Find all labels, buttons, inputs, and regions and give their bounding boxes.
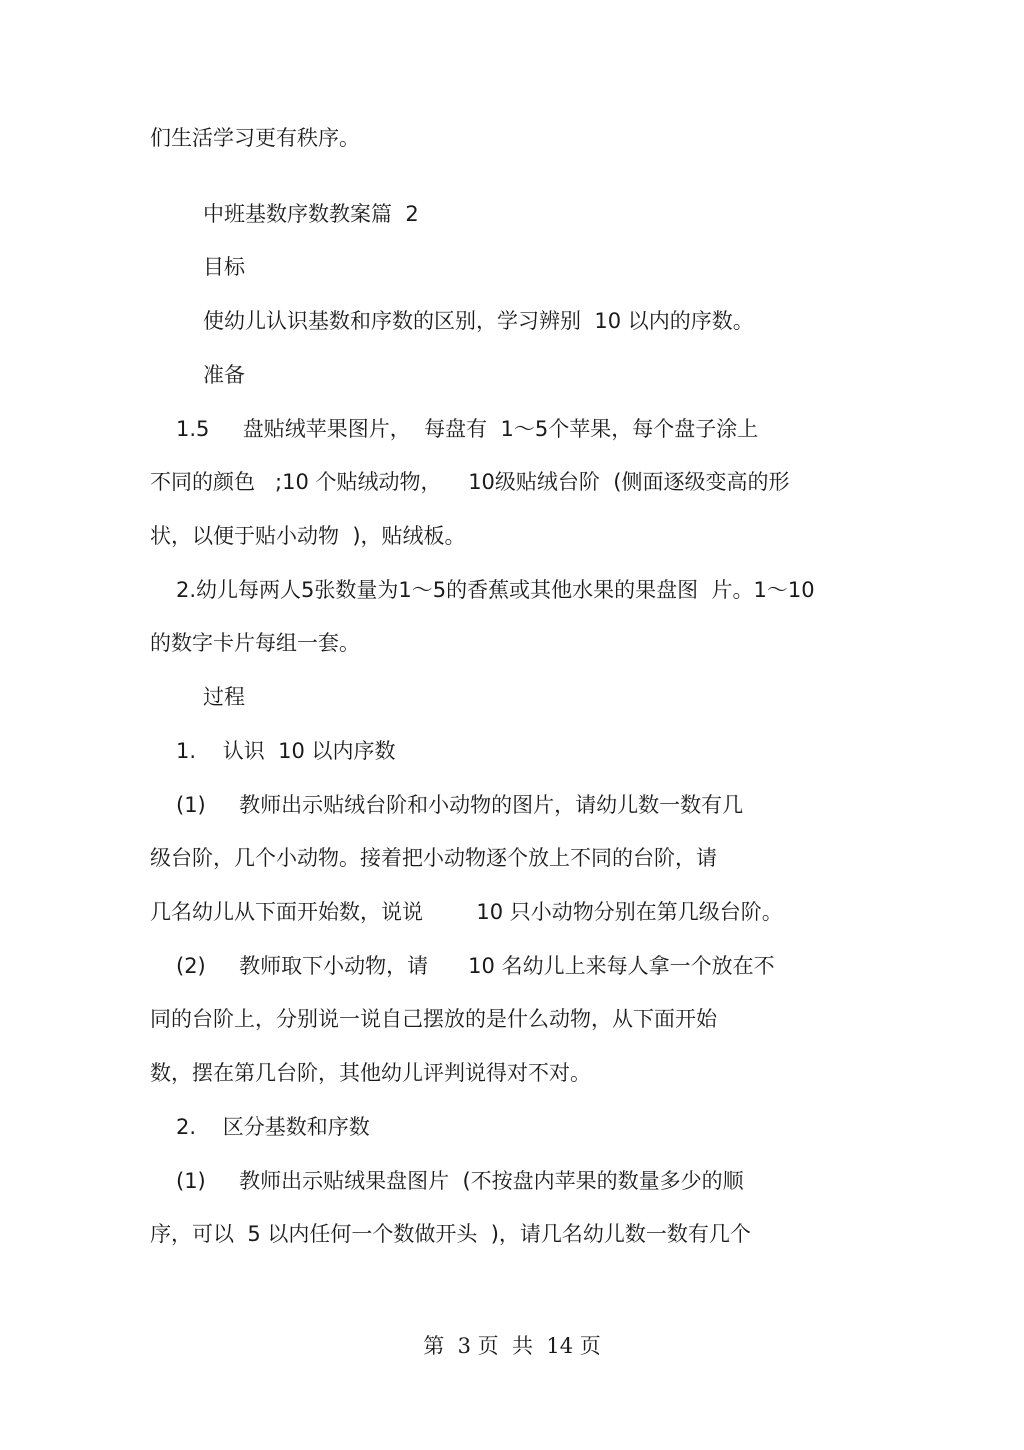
text-line: 状，以便于贴小动物 )，贴绒板。 [150,524,466,548]
text-line: 数，摆在第几台阶，其他幼儿评判说得对不对。 [150,1061,591,1085]
list-item: 1.5 盘贴绒苹果图片， 每盘有 1～5个苹果，每个盘子涂上 [176,417,759,441]
text-line: 的数字卡片每组一套。 [150,631,360,655]
subheading-goal: 目标 [203,255,245,279]
text-line: 级台阶，几个小动物。接着把小动物逐个放上不同的台阶，请 [150,846,717,870]
page-number-footer: 第 3 页 共 14 页 [423,1334,601,1358]
list-item: 2.幼儿每两人5张数量为1～5的香蕉或其他水果的果盘图 片。1～10 [176,578,815,602]
subheading-process: 过程 [203,685,245,709]
text-line: 不同的颜色 ;10 个贴绒动物， 10级贴绒台阶 (侧面逐级变高的形 [150,470,790,494]
subheading-prep: 准备 [203,363,245,387]
list-item: (2) 教师取下小动物，请 10 名幼儿上来每人拿一个放在不 [176,954,775,978]
text-line: 几名幼儿从下面开始数，说说 10 只小动物分别在第几级台阶。 [150,900,783,924]
list-item: 1. 认识 10 以内序数 [176,739,396,763]
text-line: 同的台阶上，分别说一说自己摆放的是什么动物，从下面开始 [150,1007,717,1031]
text-line: 使幼儿认识基数和序数的区别，学习辨别 10 以内的序数。 [203,309,754,333]
list-item: 2. 区分基数和序数 [176,1115,370,1139]
list-item: (1) 教师出示贴绒果盘图片 (不按盘内苹果的数量多少的顺 [176,1169,744,1193]
section-heading: 中班基数序数教案篇 2 [203,202,419,226]
list-item: (1) 教师出示贴绒台阶和小动物的图片，请幼儿数一数有几 [176,793,744,817]
text-line: 序，可以 5 以内任何一个数做开头 )，请几名幼儿数一数有几个 [150,1222,751,1246]
text-line: 们生活学习更有秩序。 [150,126,360,150]
